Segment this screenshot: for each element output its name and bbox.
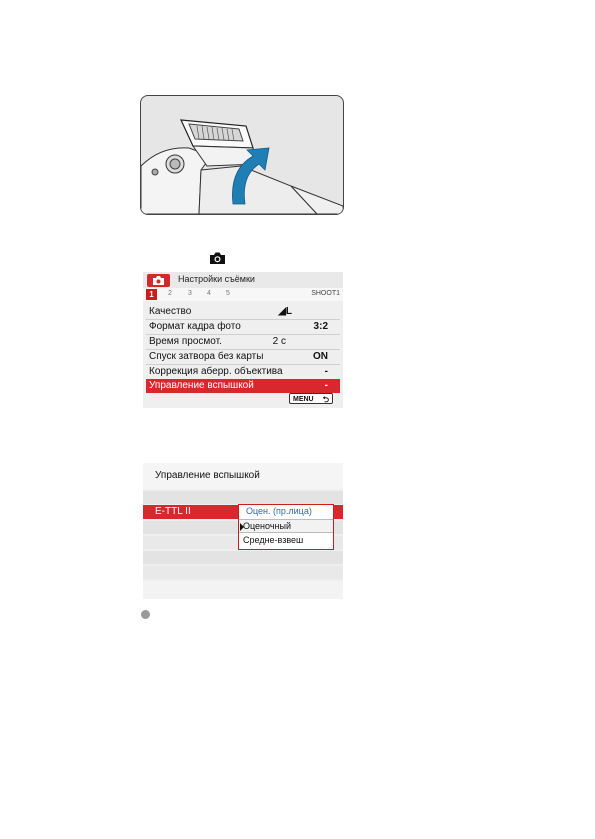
tab-1[interactable]: 1 xyxy=(146,289,157,300)
menu-item-label: Управление вспышкой xyxy=(149,380,254,391)
flash-control-header xyxy=(143,463,343,489)
menu-item-label: Время просмот. xyxy=(149,336,222,347)
option-average[interactable] xyxy=(239,534,333,548)
menu-row-empty xyxy=(143,551,343,564)
menu-item-label: Спуск затвора без карты xyxy=(149,351,264,362)
menu-title-bar xyxy=(143,272,343,288)
menu-item-value: ON xyxy=(313,351,328,362)
menu-item-value: 2 с xyxy=(272,336,286,347)
menu-row-empty xyxy=(143,491,343,504)
tab-code: SHOOT1 xyxy=(311,290,340,297)
menu-item-value: - xyxy=(324,366,328,377)
menu-item-review-time[interactable] xyxy=(146,335,340,349)
flash-control-title: Управление вспышкой xyxy=(155,470,260,481)
menu-title: Настройки съёмки xyxy=(178,274,255,284)
tab-shooting[interactable] xyxy=(147,274,170,287)
tab-5[interactable]: 5 xyxy=(226,290,230,297)
menu-item-value: - xyxy=(324,380,328,391)
menu-item-release-without-card[interactable] xyxy=(146,350,340,364)
menu-item-aspect-ratio[interactable] xyxy=(146,320,340,334)
menu-item-value: 3:2 xyxy=(313,321,328,332)
shooting-settings-menu xyxy=(143,272,343,408)
return-arrow-icon: ⮌ xyxy=(322,395,329,404)
camera-flash-popup-illustration xyxy=(140,95,344,215)
tab-number-row xyxy=(143,288,343,301)
option-evaluative[interactable] xyxy=(239,519,333,533)
menu-item-quality[interactable] xyxy=(146,305,340,319)
menu-row-empty xyxy=(143,566,343,579)
option-label: Средне-взвеш xyxy=(243,535,304,545)
camera-icon xyxy=(209,251,226,265)
menu-item-value: ◢L xyxy=(278,306,292,317)
menu-item-label: E-TTL II xyxy=(155,506,191,517)
bullet-icon xyxy=(141,610,150,619)
menu-row-empty xyxy=(143,581,343,599)
option-label: Оцен. (пр.лица) xyxy=(246,506,312,516)
option-label: Оценочный xyxy=(243,521,291,531)
menu-item-lens-aberration[interactable] xyxy=(146,365,340,379)
option-evaluative-face[interactable] xyxy=(239,505,333,519)
menu-button-label: MENU xyxy=(293,396,314,403)
menu-return-button[interactable] xyxy=(289,393,333,404)
camera-icon xyxy=(147,274,170,287)
menu-item-flash-control[interactable] xyxy=(146,379,340,393)
tab-4[interactable]: 4 xyxy=(207,290,211,297)
menu-item-label: Качество xyxy=(149,306,192,317)
ettl-options-dropdown xyxy=(238,504,334,550)
tab-2[interactable]: 2 xyxy=(168,290,172,297)
tab-3[interactable]: 3 xyxy=(188,290,192,297)
menu-item-label: Коррекция аберр. объектива xyxy=(149,366,283,377)
menu-item-label: Формат кадра фото xyxy=(149,321,241,332)
